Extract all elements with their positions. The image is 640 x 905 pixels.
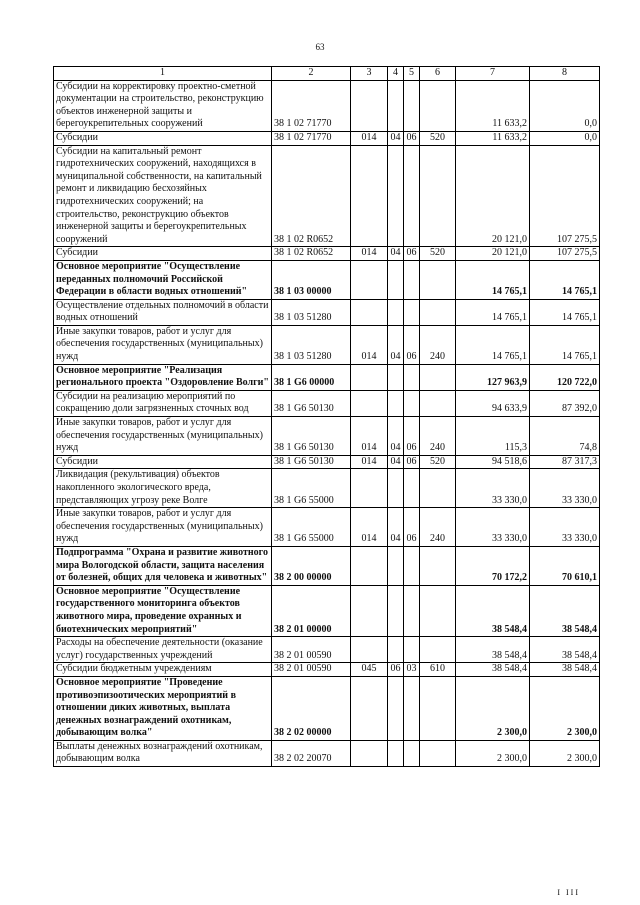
expense-type-cell: 520 [420, 247, 456, 261]
amount-year2-cell: 87 317,3 [530, 455, 600, 469]
amount-year2-cell: 14 765,1 [530, 325, 600, 364]
subsection-cell: 06 [404, 325, 420, 364]
budget-code-cell: 38 1 02 R0652 [272, 247, 351, 261]
subsection-cell [404, 364, 420, 390]
expense-type-cell [420, 740, 456, 766]
header-cell: 8 [530, 67, 600, 81]
amount-year2-cell: 0,0 [530, 80, 600, 131]
table-row [54, 80, 600, 131]
table-row [54, 455, 600, 469]
budget-code-cell: 38 1 02 71770 [272, 80, 351, 131]
section-cell: 04 [388, 455, 404, 469]
expense-type-cell: 610 [420, 663, 456, 677]
amount-year2-cell: 74,8 [530, 417, 600, 456]
amount-year1-cell: 33 330,0 [456, 469, 530, 508]
ministry-code-cell: 014 [351, 325, 388, 364]
table-row [54, 299, 600, 325]
budget-code-cell: 38 2 01 00590 [272, 663, 351, 677]
ministry-code-cell: 014 [351, 508, 388, 547]
amount-year1-cell: 38 548,4 [456, 637, 530, 663]
budget-code-cell: 38 1 02 71770 [272, 131, 351, 145]
header-cell: 5 [404, 67, 420, 81]
amount-year2-cell: 107 275,5 [530, 145, 600, 247]
subsection-cell [404, 740, 420, 766]
row-name-cell: Основное мероприятие "Реализация регионального проекта "Оздоровление Волги" [54, 364, 272, 390]
ministry-code-cell: 014 [351, 247, 388, 261]
ministry-code-cell: 014 [351, 131, 388, 145]
amount-year1-cell: 20 121,0 [456, 247, 530, 261]
row-name-cell: Субсидии на капитальный ремонт гидротехнических сооружений, находящихся в муниципальной собственности, на капитальный ремонт и ликвидацию бесхозяйных гидротехнических сооружений; на строительство, реконструкцию объектов инженерной защиты и берегоукрепительных сооружений [54, 145, 272, 247]
amount-year1-cell: 38 548,4 [456, 585, 530, 636]
amount-year1-cell: 11 633,2 [456, 80, 530, 131]
table-row [54, 508, 600, 547]
row-name-cell: Субсидии [54, 247, 272, 261]
ministry-code-cell [351, 676, 388, 740]
budget-code-cell: 38 1 G6 55000 [272, 469, 351, 508]
amount-year2-cell: 14 765,1 [530, 260, 600, 299]
ministry-code-cell [351, 390, 388, 416]
table-row [54, 469, 600, 508]
expense-type-cell [420, 676, 456, 740]
amount-year1-cell: 33 330,0 [456, 508, 530, 547]
ministry-code-cell [351, 364, 388, 390]
amount-year2-cell: 2 300,0 [530, 740, 600, 766]
amount-year1-cell: 115,3 [456, 417, 530, 456]
amount-year2-cell: 70 610,1 [530, 546, 600, 585]
row-name-cell: Осуществление отдельных полномочий в области водных отношений [54, 299, 272, 325]
header-cell: 3 [351, 67, 388, 81]
subsection-cell [404, 80, 420, 131]
ministry-code-cell [351, 469, 388, 508]
subsection-cell [404, 145, 420, 247]
expense-type-cell [420, 469, 456, 508]
amount-year1-cell: 70 172,2 [456, 546, 530, 585]
header-cell: 4 [388, 67, 404, 81]
amount-year1-cell: 94 633,9 [456, 390, 530, 416]
subsection-cell: 06 [404, 508, 420, 547]
budget-code-cell: 38 1 02 R0652 [272, 145, 351, 247]
budget-code-cell: 38 1 G6 55000 [272, 508, 351, 547]
row-name-cell: Основное мероприятие "Осуществление переданных полномочий Российской Федерации в области водных отношений" [54, 260, 272, 299]
budget-table [53, 66, 600, 767]
section-cell [388, 676, 404, 740]
amount-year2-cell: 2 300,0 [530, 676, 600, 740]
row-name-cell: Расходы на обеспечение деятельности (оказание услуг) государственных учреждений [54, 637, 272, 663]
expense-type-cell [420, 364, 456, 390]
expense-type-cell: 240 [420, 417, 456, 456]
subsection-cell [404, 676, 420, 740]
row-name-cell: Основное мероприятие "Осуществление государственного мониторинга объектов животного мира, проведение охранных и биотехнических мероприятий" [54, 585, 272, 636]
section-cell [388, 390, 404, 416]
table-header-row [54, 67, 600, 81]
subsection-cell: 06 [404, 455, 420, 469]
budget-code-cell: 38 2 01 00000 [272, 585, 351, 636]
budget-code-cell: 38 2 02 20070 [272, 740, 351, 766]
table-row [54, 585, 600, 636]
budget-code-cell: 38 1 G6 50130 [272, 455, 351, 469]
ministry-code-cell [351, 585, 388, 636]
row-name-cell: Субсидии на реализацию мероприятий по сокращению доли загрязненных сточных вод [54, 390, 272, 416]
table-row [54, 637, 600, 663]
amount-year2-cell: 87 392,0 [530, 390, 600, 416]
budget-code-cell: 38 1 G6 50130 [272, 390, 351, 416]
ministry-code-cell: 045 [351, 663, 388, 677]
amount-year2-cell: 38 548,4 [530, 663, 600, 677]
amount-year2-cell: 0,0 [530, 131, 600, 145]
section-cell [388, 260, 404, 299]
amount-year1-cell: 2 300,0 [456, 740, 530, 766]
table-row [54, 247, 600, 261]
row-name-cell: Субсидии [54, 131, 272, 145]
amount-year1-cell: 127 963,9 [456, 364, 530, 390]
expense-type-cell: 520 [420, 131, 456, 145]
row-name-cell: Субсидии бюджетным учреждениям [54, 663, 272, 677]
section-cell: 04 [388, 325, 404, 364]
ministry-code-cell: 014 [351, 417, 388, 456]
ministry-code-cell [351, 546, 388, 585]
table-body [54, 67, 600, 767]
amount-year2-cell: 33 330,0 [530, 469, 600, 508]
expense-type-cell [420, 260, 456, 299]
expense-type-cell [420, 299, 456, 325]
section-cell [388, 585, 404, 636]
subsection-cell [404, 469, 420, 508]
ministry-code-cell [351, 299, 388, 325]
expense-type-cell: 240 [420, 325, 456, 364]
budget-code-cell: 38 1 03 51280 [272, 299, 351, 325]
table-row [54, 325, 600, 364]
row-name-cell: Иные закупки товаров, работ и услуг для обеспечения государственных (муниципальных) нужд [54, 508, 272, 547]
amount-year1-cell: 11 633,2 [456, 131, 530, 145]
table-row [54, 131, 600, 145]
expense-type-cell [420, 637, 456, 663]
header-cell: 2 [272, 67, 351, 81]
row-name-cell: Субсидии [54, 455, 272, 469]
header-cell: 1 [54, 67, 272, 81]
header-cell: 7 [456, 67, 530, 81]
table-row [54, 417, 600, 456]
amount-year1-cell: 94 518,6 [456, 455, 530, 469]
budget-code-cell: 38 1 03 00000 [272, 260, 351, 299]
section-cell [388, 145, 404, 247]
expense-type-cell [420, 546, 456, 585]
budget-code-cell: 38 1 G6 50130 [272, 417, 351, 456]
section-cell: 04 [388, 247, 404, 261]
subsection-cell [404, 299, 420, 325]
subsection-cell [404, 637, 420, 663]
row-name-cell: Иные закупки товаров, работ и услуг для обеспечения государственных (муниципальных) нужд [54, 417, 272, 456]
section-cell: 06 [388, 663, 404, 677]
ministry-code-cell: 014 [351, 455, 388, 469]
budget-code-cell: 38 2 00 00000 [272, 546, 351, 585]
expense-type-cell [420, 585, 456, 636]
amount-year1-cell: 14 765,1 [456, 299, 530, 325]
table-row [54, 364, 600, 390]
amount-year1-cell: 20 121,0 [456, 145, 530, 247]
ministry-code-cell [351, 740, 388, 766]
budget-code-cell: 38 2 02 00000 [272, 676, 351, 740]
section-cell [388, 299, 404, 325]
row-name-cell: Основное мероприятие "Проведение противоэпизоотических мероприятий в отношении диких животных, выплата денежных вознаграждений охотникам, добывающим волка" [54, 676, 272, 740]
amount-year2-cell: 38 548,4 [530, 585, 600, 636]
subsection-cell [404, 585, 420, 636]
row-name-cell: Ликвидация (рекультивация) объектов накопленного экологического вреда, представляющих угрозу реке Волге [54, 469, 272, 508]
section-cell: 04 [388, 508, 404, 547]
subsection-cell [404, 260, 420, 299]
table-row [54, 546, 600, 585]
amount-year2-cell: 14 765,1 [530, 299, 600, 325]
table-row [54, 663, 600, 677]
amount-year1-cell: 38 548,4 [456, 663, 530, 677]
row-name-cell: Выплаты денежных вознаграждений охотникам, добывающим волка [54, 740, 272, 766]
table-row [54, 740, 600, 766]
amount-year2-cell: 120 722,0 [530, 364, 600, 390]
subsection-cell: 06 [404, 417, 420, 456]
amount-year1-cell: 14 765,1 [456, 325, 530, 364]
section-cell [388, 740, 404, 766]
section-cell [388, 546, 404, 585]
expense-type-cell [420, 145, 456, 247]
table-row [54, 390, 600, 416]
expense-type-cell [420, 80, 456, 131]
ministry-code-cell [351, 637, 388, 663]
subsection-cell: 06 [404, 247, 420, 261]
subsection-cell [404, 390, 420, 416]
amount-year2-cell: 107 275,5 [530, 247, 600, 261]
amount-year1-cell: 2 300,0 [456, 676, 530, 740]
page-number: 63 [315, 42, 325, 52]
amount-year2-cell: 38 548,4 [530, 637, 600, 663]
section-cell [388, 364, 404, 390]
table-row [54, 676, 600, 740]
section-cell: 04 [388, 417, 404, 456]
amount-year1-cell: 14 765,1 [456, 260, 530, 299]
budget-code-cell: 38 2 01 00590 [272, 637, 351, 663]
expense-type-cell [420, 390, 456, 416]
expense-type-cell: 520 [420, 455, 456, 469]
header-cell: 6 [420, 67, 456, 81]
subsection-cell [404, 546, 420, 585]
amount-year2-cell: 33 330,0 [530, 508, 600, 547]
table-row [54, 260, 600, 299]
section-cell [388, 637, 404, 663]
row-name-cell: Иные закупки товаров, работ и услуг для обеспечения государственных (муниципальных) нужд [54, 325, 272, 364]
row-name-cell: Субсидии на корректировку проектно-сметной документации на строительство, реконструкцию объектов инженерной защиты и берегоукрепительных сооружений [54, 80, 272, 131]
section-cell [388, 80, 404, 131]
section-cell [388, 469, 404, 508]
ministry-code-cell [351, 80, 388, 131]
section-cell: 04 [388, 131, 404, 145]
expense-type-cell: 240 [420, 508, 456, 547]
ministry-code-cell [351, 145, 388, 247]
subsection-cell: 03 [404, 663, 420, 677]
table-row [54, 145, 600, 247]
footer-mark: I III [557, 888, 580, 897]
budget-code-cell: 38 1 G6 00000 [272, 364, 351, 390]
row-name-cell: Подпрограмма "Охрана и развитие животного мира Вологодской области, защита населения от болезней, общих для человека и животных" [54, 546, 272, 585]
budget-code-cell: 38 1 03 51280 [272, 325, 351, 364]
subsection-cell: 06 [404, 131, 420, 145]
ministry-code-cell [351, 260, 388, 299]
